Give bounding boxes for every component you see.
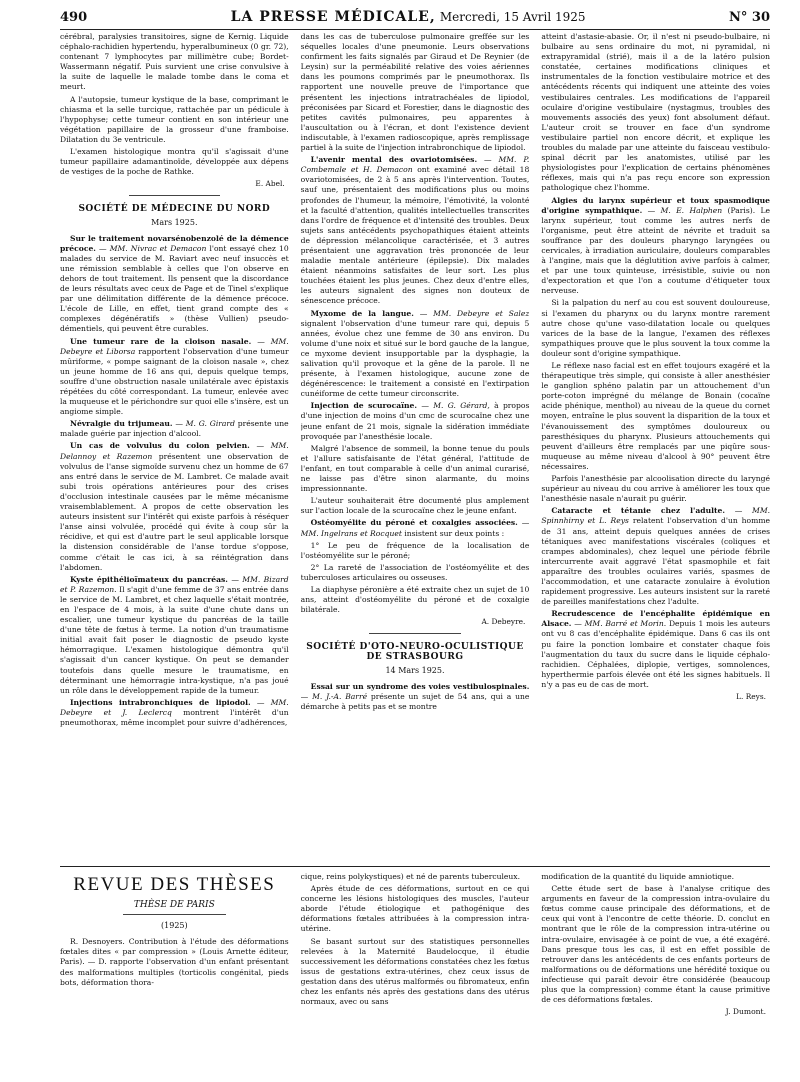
signature: A. Debeyre. (481, 617, 526, 627)
signature: J. Dumont. (725, 1007, 767, 1017)
communication-title: Algies du larynx supérieur et toux spasmodique d'origine sympathique. (541, 195, 771, 215)
section-rule (60, 866, 770, 867)
review-body: — D. rapporte l'observation d'un enfant présentant des malformations multiples (torticolis congénital, pieds bots, déformation thora- (60, 957, 289, 987)
issue-number: N° 30 (728, 9, 770, 25)
issue-date: Mercredi, 15 Avril 1925 (439, 10, 586, 24)
section-title: REVUE DES THÈSES (73, 874, 276, 895)
society-date: Mars 1925. (151, 217, 198, 227)
communication-authors: — M. J.-A. Barré (300, 691, 368, 701)
communication (60, 234, 289, 335)
society-title: SOCIÉTÉ D'OTO-NEURO-OCULISTIQUE DE STRASBOURG (306, 642, 524, 663)
communication-title: Une tumeur rare de la cloison nasale. (70, 336, 252, 346)
communication-title: Recrudescence de l'encéphalite épidémique en Alsace. (541, 609, 771, 629)
communication-authors: — MM. Nivrac et Demacon (99, 243, 207, 253)
communication (301, 309, 530, 400)
signature: E. Abel. (255, 179, 285, 189)
paragraph: Le réflexe naso facial est en effet toujours exagéré et la thérapeutique très simple, qui consiste à aller anesthésier le ganglion sphéno palatin par un attouchement d'un porte-coton imprégné du mélange de Bonain (cocaïne acide phénique, menthol) au niveau de la queue du cornet moyen, entraîne le plus souvent la disparition de la toux et l'évanouissement des symptômes douloureux ou paresthésiques du pharynx. Plusieurs attouchements qui peuvent d'ailleurs être remplacés par une piqûre sous-muqueuse au même niveau d'alcool à 90° peuvent être nécessaires. (541, 361, 771, 471)
communication (301, 518, 530, 538)
main-columns (60, 32, 770, 862)
communication (541, 196, 770, 297)
society-title: SOCIÉTÉ DE MÉDECINE DU NORD (78, 204, 271, 215)
revue-column-1 (60, 872, 289, 1067)
communication (301, 155, 530, 306)
communication-authors: — MM. Delannoy et Razemon (60, 441, 289, 461)
communication-body: l'ont essayé chez 10 malades du service de M. Raviart avec neuf insuccès et une rémission semblable à celles que l'on observe en dehors de tout traitement. Ils pensent que la discordance de leurs résultats avec ceux de Page et de Tinel s'explique par une délimitation différente de la démence précoce. L'école de Lille, en effet, tient grand compte des « complexes dégénératifs » (thèse Vullien) pseudo-démentiels, qui peuvent être curables. (60, 243, 289, 334)
column-3 (541, 32, 770, 862)
paragraph: cérébral, paralysies transitoires, signe de Kernig. Liquide céphalo-rachidien hypertendu, hyperalbumineux (0 gr. 72), contenant 7 lymphocytes par millimètre cube; Bordet-Wassermann négatif. Puis survient une crise convulsive à la suite de laquelle le malade tombe dans le coma et meurt. (60, 32, 289, 92)
communication-body: présente une malade guérie par injection d'alcool. (60, 419, 289, 439)
communication-title: Kyste épithélioïmateux du pancréas. (70, 574, 228, 584)
communication (60, 698, 289, 728)
communication-authors: — MM. Barré et Morin. (574, 619, 667, 629)
paragraph: atteint d'astasie-abasie. Or, il n'est ni pseudo-bulbaire, ni bulbaire au sens ordinaire du mot, ni pyramidal, ni extrapyramidal (strié), mais il a de la latéro pulsion constatée, certaines modifications cliniques et instrumentales de la fonction vestibulaire motrice et des antécédents récents qui indiquent une atteinte des voies vestibulaires centrales. Les modifications de l'appareil oculaire d'origine vestibulaire (nystagmus, troubles des mouvements associés des yeux) font absolument défaut. L'auteur croit se trouver en face d'un syndrome vestibulaire partiel non encore décrit, et explique les troubles du malade par une atteinte du faisceau vestibulo-spinal décrit par les anatomistes, utilisé par les physiologistes pour l'explication de certains phénomènes réflexes, mais qui n'a pas reçu encore son expression pathologique chez l'homme. (541, 32, 771, 193)
communication-title: Cataracte et tétanie chez l'adulte. (551, 506, 725, 516)
communication-body: présente un sujet de 54 ans, qui a une démarche à petits pas et se montre (300, 691, 530, 711)
paragraph: La diaphyse péronière a été extraite chez un sujet de 10 ans, atteint d'ostéomyélite du péroné et de coxalgie bilatérale. (300, 584, 530, 615)
paragraph: L'examen histologique montra qu'il s'agissait d'une tumeur papillaire adamantinoïde, développée aux dépens de vestiges de la poche de Rathke. (60, 147, 289, 177)
communication (541, 609, 770, 690)
communication-body: ont examiné avec détail 18 ovariotomisées, de 2 à 5 ans après l'intervention. Toutes, sauf une, présentaient des modifications plus ou moins profondes de l'humeur, la mémoire, l'émotivité, la volonté et la faculté d'attention, qualités intellectuelles transcrites dans l'ordre de fréquence et d'intensité des troubles. Deux sujets sans antécédents psychopathiques étaient atteints de dépression mélancolique caractérisée, et 3 autres présentaient une aggravation très prononcée de leur maladie mentale antérieure (épilepsie). Dix malades étaient néanmoins satisfaites de leur sort. Les plus touchées étaient les plus jeunes. Chez deux d'entre elles, les auteurs signalent des signes non douteux de sénescence précoce. (300, 165, 530, 306)
communication-authors: — M. E. Halphen (647, 205, 723, 215)
signature: L. Reys. (736, 692, 767, 701)
column-1 (60, 32, 289, 862)
communication-authors: — MM. Debeyre et Liborsa (60, 336, 289, 356)
journal-title: LA PRESSE MÉDICALE, (230, 9, 436, 25)
review-title: Contribution à l'étude des déformations fœtales dites « par compression » (Louis Arnette éditeur, Paris). (60, 937, 289, 967)
society-date: 14 Mars 1925. (385, 665, 445, 675)
paragraph: A l'autopsie, tumeur kystique de la base, comprimant le chiasma et la selle turcique, rattachée par un pédicule à l'hypophyse; cette tumeur contient en son intérieur une végétation papillaire de la grosseur d'une framboise. Dilatation du 3e ventricule. (60, 94, 289, 144)
page-number: 490 (60, 9, 88, 25)
paragraph: modification de la quantité du liquide amniotique. (541, 872, 735, 881)
paragraph: L'auteur souhaiterait être documenté plus amplement sur l'action locale de la scurocaïne chez le jeune enfant. (300, 496, 530, 516)
review-entry (60, 937, 289, 987)
paragraph: Parfois l'anesthésie par alcoolisation directe du laryngé supérieur au niveau du cou arrive à améliorer les toux que l'anesthésie nasale n'aurait pu guérir. (541, 474, 771, 504)
paragraph: Se basant surtout sur des statistiques personnelles relevées à la Maternité Baudelocque, il étudie successivement les déformations constatées chez les fœtus issus de gestations extra-utérines, chez ceux issus de gestation dans des utérus malformés ou fibromateux, enfin chez les enfants nés après des gestations dans des utérus normaux, avec ou sans (300, 936, 530, 1007)
communication-body: relatent l'observation d'un homme de 31 ans, atteint depuis quelques années de crises tétaniques avec manifestations viscérales (coliques et crampes abdominales), chez lequel une période fébrile intercurrente avait aggravé l'état spasmophile et fait apparaître des troubles oculaires variés, spasmes de l'accommodation, et une cataracte zonulaire à évolution rapidement progressive. Les auteurs insistent sur la rareté de pareilles manifestations chez l'adulte. (541, 516, 771, 607)
communication-authors: — MM. Debeyre et J. Leclercq (60, 697, 289, 717)
paragraph: Cette étude sert de base à l'analyse critique des arguments en faveur de la compression intra-ovulaire du fœtus comme cause principale des déformations, et de ceux qui vont à l'encontre de cette théorie. D. conclut en montrant que le rôle de la compression intra-utérine ou intra-ovulaire, envisagée à ce point de vue, a été exagéré. Dans presque tous les cas, il est en effet possible de retrouver dans les antécédents de ces enfants porteurs de malformations ou de déformations une hérédité toxique ou infectieuse qui paraît devoir être considérée (beaucoup plus que la compression) comme étant la cause primitive de ces déformations fœtales. (541, 884, 771, 1005)
paragraph: cique, reins polykystiques) et né de parents tuberculeux. (300, 872, 520, 881)
communication (60, 337, 289, 418)
paragraph: 1° Le peu de fréquence de la localisation de l'ostéomyélite sur le péroné; (300, 540, 530, 560)
revue-column-3 (541, 872, 770, 1067)
revue-column-2 (301, 872, 530, 1067)
these-heading: THÈSE DE PARIS (133, 900, 215, 911)
these-year: (1925) (161, 921, 188, 931)
journal-title-line (231, 9, 586, 25)
communication-title: Un cas de volvulus du colon pelvien. (70, 441, 250, 451)
review-author: R. Desnoyers. (70, 937, 125, 947)
communication (541, 506, 770, 607)
paragraph: Si la palpation du nerf au cou est souvent douloureuse, si l'examen du pharynx ou du larynx montre rarement autre chose qu'une vaso-dilatation locale ou quelques varices de la base de la langue, l'examen des réflexes sympathiques prouve que le plus souvent la toux comme la douleur sont d'origine sympathique. (541, 298, 771, 358)
communication-title: L'avenir mental des ovariotomisées. (310, 155, 478, 165)
communication-body: Il s'agit d'une femme de 37 ans entrée dans le service de M. Lambret, et chez laquelle s'était montrée, en l'espace de 4 mois, à la suite d'une chute dans un escalier, une tumeur kystique du pancréas de la taille d'une tête de fœtus à terme. La notion d'un traumatisme initial avait fait poser le diagnostic de pseudo kyste hémorragique. L'examen histologique démontra qu'il s'agissait d'un cancer kystique. On peut se demander toutefois dans quelle mesure le traumatisme, en déterminant une hémorragie intra-kystique, n'a pas joué un rôle dans le développement rapide de la tumeur. (60, 584, 289, 695)
communication-body: (Paris). Le larynx supérieur, tout comme les autres nerfs de l'organisme, peut être atteint de névrite et traduit sa souffrance par des douleurs pharyngo laryngées ou cervicales, à irradiation auriculaire, douleurs comparables à l'angine, mais que la déglutition avive parfois à calmer, et par une toux quinteuse, irrésistible, suivie ou non d'expectoration et que l'on a coutume d'étiqueter toux nerveuse. (541, 205, 771, 296)
communication-body: Depuis 1 mois les auteurs ont vu 8 cas d'encéphalite épidémique. Dans 6 cas ils ont pu faire la ponction lombaire et constater chaque fois l'augmentation du taux du sucre dans le liquide céphalo-rachidien. Céphalées, diplopie, vertiges, somnolences, hyperthermie parfois élevée ont été les signes habituels. Il n'y a pas eu de cas de mort. (541, 619, 771, 689)
communication-title: Injection de scurocaïne. (310, 401, 418, 411)
communication-authors: — MM. Spinnhirny et L. Reys (541, 506, 771, 526)
communication-title: Névralgie du trijumeau. (70, 419, 173, 429)
paragraph: 2° La rareté de l'association de l'ostéomyélite et des tuberculoses articulaires ou osseuses. (300, 562, 530, 582)
communication (301, 682, 530, 712)
communication-title: Sur le traitement novarsénobenzolé de la démence précoce. (60, 233, 289, 253)
paragraph: Après étude de ces déformations, surtout en ce qui concerne les lésions histologiques des muscles, l'auteur aborde l'étude étiologique et pathogénique des déformations fœtales attribuées à la compression intra-utérine. (300, 884, 530, 934)
communication-authors: — M. G. Gérard, (421, 401, 490, 411)
running-header (60, 6, 770, 28)
communication-title: Essai sur un syndrome des voies vestibulospinales. (310, 681, 530, 691)
communication (60, 419, 289, 439)
revue-des-theses (60, 872, 770, 1067)
communication-body: rapportent l'observation d'une tumeur mûriforme, « pompe saignant de la cloison nasale », chez un jeune homme de 16 ans qui, depuis quelque temps, souffre d'une obstruction nasale unilatérale avec épistaxis répétées du côté correspondant. La tumeur, enlevée avec la muqueuse et le périchondre sur quoi elle s'insère, est un angiome simple. (60, 346, 289, 417)
communication-body: montrent l'intérêt d'un pneumothorax, même incomplet pour suivre d'adhérences, (60, 707, 289, 727)
communication-authors: — MM. Bizard et P. Razemon. (60, 574, 289, 594)
paragraph: Malgré l'absence de sommeil, la bonne tenue du pouls et l'allure satisfaisante de l'état général, l'attitude de l'enfant, en tout comparable à celle d'un animal curarisé, ne laisse pas d'être sinon alarmante, du moins impressionnante. (300, 443, 530, 494)
communication (60, 441, 289, 572)
column-2 (301, 32, 530, 862)
communication-title: Injections intrabronchiques de lipiodol. (70, 697, 251, 707)
header-rule (60, 29, 770, 30)
communication-authors: — MM. P. Combemale et H. Demacon (300, 155, 530, 175)
communication-authors: — M. G. Girard (175, 419, 235, 429)
communication-authors: — MM. Ingelrans et Rocquet (300, 518, 530, 538)
communication-body: insistent sur deux points : (404, 528, 505, 538)
divider (369, 633, 460, 634)
communication-body: présentent une observation de volvulus de l'anse sigmoïde survenu chez un homme de 67 ans entré dans le service de M. Lambret. Ce malade avait subi trois opérations antérieures pour des crises d'occlusion intestinale causées par le même mécanisme vraisemblablement. A propos de cette observation les auteurs insistent sur l'intérêt qui existe parfois à réséquer l'anse ainsi volvulée, procédé qui évite à coup sûr la récidive, et qui est d'autre part le seul applicable lorsque la distension considérable de l'anse tordue s'oppose, comme c'était le cas ici, à sa réintégration dans l'abdomen. (60, 451, 289, 572)
communication-body: à propos d'une injection de moins d'un cmc de scurocaïne chez une jeune enfant de 21 mois, signale la sidération immédiate provoquée par l'anesthésie locale. (300, 401, 530, 441)
communication-authors: — MM. Debeyre et Salez (419, 308, 530, 318)
communication-title: Myxome de la langue. (310, 308, 414, 318)
communication (301, 401, 530, 441)
communication-body: signalent l'observation d'une tumeur rare qui, depuis 5 années, évolue chez une femme de 30 ans environ. Du volume d'une noix et situé sur le bord gauche de la langue, ce myxome devient insupportable par la dysphagie, la salivation qu'il provoque et la gêne de la parole. Il ne présente, à l'examen histologique, aucune zone de dégénérescence: le traitement a consisté en l'extirpation cunéiforme de cette tumeur circonscrite. (300, 318, 530, 399)
communication (60, 575, 289, 696)
divider (129, 195, 220, 196)
communication-title: Ostéomyélite du péroné et coxalgies associées. (310, 518, 518, 528)
divider (123, 914, 226, 915)
paragraph: dans les cas de tuberculose pulmonaire greffée sur les séquelles locales d'une pneumonie. Leurs observations confirment les faits signalés par Giraud et De Reynier (de Leysin) sur la perméabilité relative des voies aériennes dans les poumons comprimés par le pneumothorax. Ils rapportent une nouvelle preuve de l'importance que présentent les injections intratrachéales de lipiodol, préconisées par Sicard et Forestier, dans le diagnostic des petites cavités pulmonaires, peu apparentes à l'auscultation ou à l'écran, et dont l'existence devient indiscutable, à l'examen radioscopique, après remplissage partiel à la suite de l'injection intrabronchique de lipiodol. (300, 32, 530, 153)
